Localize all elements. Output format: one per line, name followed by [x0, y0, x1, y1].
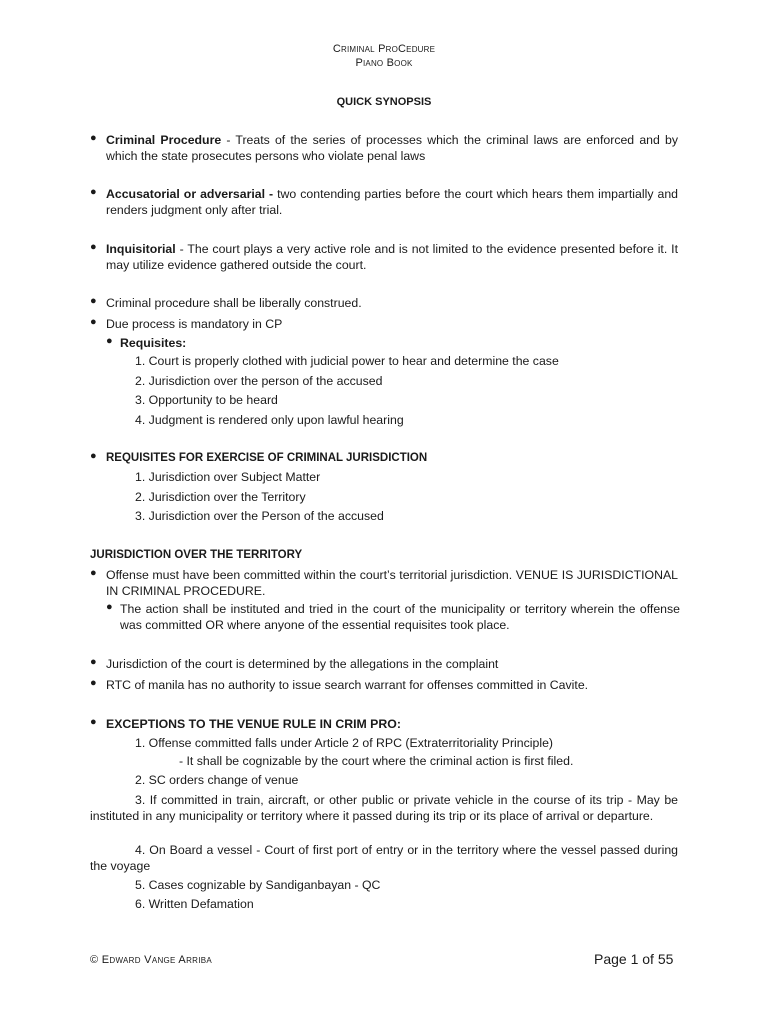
- territory-action: The action shall be instituted and tried in the court of the municipality or territory wherein the offense was committed OR where anyone of the essential requisites took place.: [120, 602, 680, 632]
- requisite-item: 4. Judgment is rendered only upon lawful hearing: [135, 413, 404, 427]
- territory-heading: JURISDICTION OVER THE TERRITORY: [90, 549, 303, 561]
- exception-item: 2. SC orders change of venue: [135, 773, 299, 787]
- definition-text: - The court plays a very active role and is not limited to the evidence presented before it. It may utilize evidence gathered outside the court.: [106, 242, 678, 272]
- exercise-heading: REQUISITES FOR EXERCISE OF CRIMINAL JURISDICTION: [106, 452, 428, 464]
- exercise-item: 3. Jurisdiction over the Person of the accused: [135, 509, 384, 523]
- exercise-item: 1. Jurisdiction over Subject Matter: [135, 470, 321, 484]
- requisite-item: 3. Opportunity to be heard: [135, 393, 278, 407]
- due-process: Due process is mandatory in CP: [106, 317, 283, 331]
- definition-term: Criminal Procedure: [106, 133, 222, 147]
- section-title: QUICK SYNOPSIS: [336, 96, 432, 108]
- exception-item: 6. Written Defamation: [135, 897, 254, 911]
- bullet-icon: ●: [90, 316, 97, 328]
- bullet-icon: ●: [90, 677, 97, 689]
- exception-subitem: - It shall be cognizable by the court where the criminal action is first filed.: [179, 754, 574, 768]
- bullet-icon: ●: [90, 186, 97, 198]
- requisites-label: Requisites:: [120, 336, 187, 350]
- allegations-rule: Jurisdiction of the court is determined by the allegations in the complaint: [106, 657, 499, 671]
- definition-text: two contending parties before the court which hears them impartially and renders judgment only after trial.: [106, 187, 678, 217]
- territory-offense: Offense must have been committed within the court’s territorial jurisdiction. VENUE IS JURISDICTIONAL IN CRIMINAL PROCEDURE.: [106, 568, 678, 598]
- page-number: Page 1 of 55: [594, 951, 674, 967]
- bullet-icon: ●: [90, 567, 97, 579]
- exceptions-heading: EXCEPTIONS TO THE VENUE RULE IN CRIM PRO:: [106, 717, 401, 731]
- liberal-construction: Criminal procedure shall be liberally construed.: [106, 296, 362, 310]
- exception-item: 1. Offense committed falls under Article 2 of RPC (Extraterritoriality Principle): [135, 736, 554, 750]
- requisite-item: 1. Court is properly clothed with judicial power to hear and determine the case: [135, 354, 559, 368]
- bullet-icon: ●: [90, 132, 97, 144]
- bullet-icon: ●: [106, 601, 113, 613]
- definition-term: Accusatorial or adversarial -: [106, 187, 274, 201]
- bullet-icon: ●: [90, 295, 97, 307]
- bullet-icon: ●: [106, 335, 113, 347]
- exercise-item: 2. Jurisdiction over the Territory: [135, 490, 306, 504]
- definition-term: Inquisitorial: [106, 242, 176, 256]
- bullet-icon: ●: [90, 241, 97, 253]
- exception-item: 4. On Board a vessel - Court of first port of entry or in the territory where the vessel passed during the voyage: [90, 843, 678, 873]
- requisite-item: 2. Jurisdiction over the person of the accused: [135, 374, 383, 388]
- bullet-icon: ●: [90, 656, 97, 668]
- footer-author: © Edward Vange Arriba: [90, 954, 213, 966]
- definition-accusatorial: [106, 186, 678, 218]
- rtc-rule: RTC of manila has no authority to issue search warrant for offenses committed in Cavite.: [106, 678, 589, 692]
- definition-inquisitorial: [106, 241, 678, 273]
- bullet-icon: ●: [90, 450, 97, 462]
- document-subtitle: Piano Book: [355, 57, 413, 69]
- document-title: Criminal ProCedure: [332, 43, 436, 55]
- bullet-icon: ●: [90, 716, 97, 728]
- exception-item: 5. Cases cognizable by Sandiganbayan - QC: [135, 878, 381, 892]
- definition-criminal-procedure: [106, 132, 678, 164]
- definition-text: - Treats of the series of processes which the criminal laws are enforced and by which the state prosecutes persons who violate penal laws: [106, 133, 678, 163]
- exception-item: 3. If committed in train, aircraft, or other public or private vehicle in the course of its trip - May be instituted in any municipality or territory where it passed during its trip or its place of arrival or departure.: [90, 793, 678, 823]
